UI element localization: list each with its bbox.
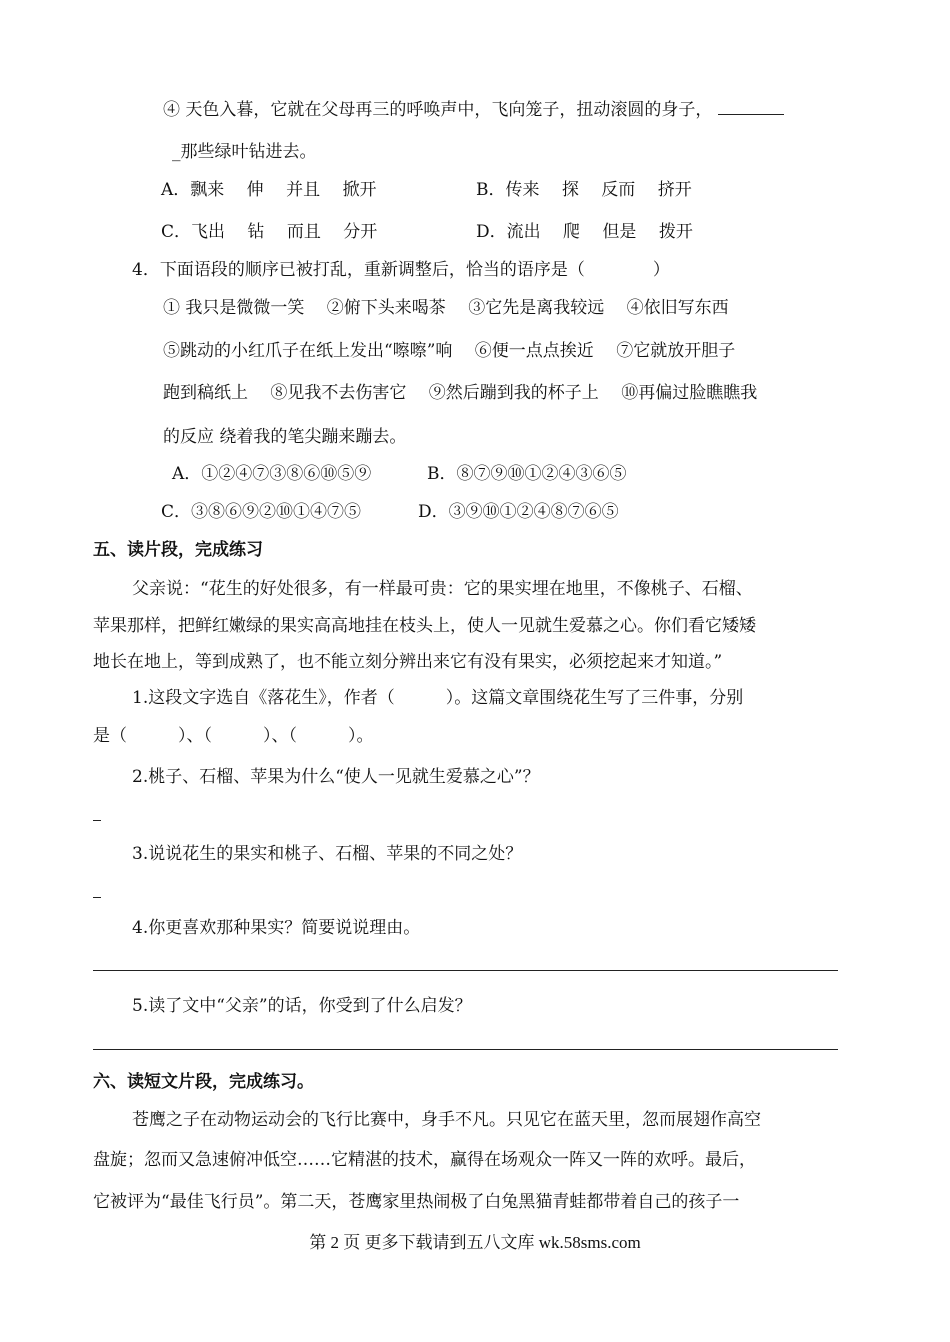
answer-line-q3[interactable] — [93, 897, 101, 898]
q4-stem: 4．下面语段的顺序已被打乱，重新调整后，恰当的语序是（ ） — [132, 260, 670, 280]
section6-passage-line1: 苍鹰之子在动物运动会的飞行比赛中，身手不凡。只见它在蓝天里，忽而展翅作高空 — [132, 1110, 761, 1130]
section5-q1-line2: 是（ ）、（ ）、（ ）。 — [93, 726, 374, 746]
q4-sentence-line4: 的反应 绕着我的笔尖蹦来蹦去。 — [163, 427, 407, 447]
page-footer: 第 2 页 更多下载请到五八文库 wk.58sms.com — [309, 1233, 641, 1252]
q4-sentence-line3: 跑到稿纸上 ⑧见我不去伤害它 ⑨然后蹦到我的杯子上 ⑩再偏过脸瞧瞧我 — [163, 383, 758, 403]
q3-option-c: C．飞出 钻 而且 分开 — [161, 222, 378, 242]
q3-option-d: D．流出 爬 但是 拨开 — [476, 222, 693, 242]
q4-sentence-line2: ⑤跳动的小红爪子在纸上发出“嚓嚓”响 ⑥便一点点挨近 ⑦它就放开胆子 — [163, 341, 736, 361]
answer-line-q2[interactable] — [93, 820, 101, 821]
section5-passage-line3: 地长在地上，等到成熟了，也不能立刻分辨出来它有没有果实，必须挖起来才知道。” — [93, 652, 723, 672]
answer-line-q5[interactable] — [93, 1049, 838, 1050]
q3-item4-line2: _那些绿叶钻进去。 — [172, 142, 317, 162]
q3-option-b: B．传来 探 反而 挤开 — [476, 180, 692, 200]
q4-option-d: D．③⑨⑩①②④⑧⑦⑥⑤ — [418, 502, 619, 522]
answer-blank[interactable] — [718, 98, 784, 115]
answer-line-q4[interactable] — [93, 970, 838, 971]
q3-item4-line1: ④ 天色入暮，它就在父母再三的呼唤声中，飞向笼子，扭动滚圆的身子， — [163, 98, 784, 122]
q4-option-a: A．①②④⑦③⑧⑥⑩⑤⑨ — [172, 464, 372, 484]
q4-option-b: B．⑧⑦⑨⑩①②④③⑥⑤ — [427, 464, 627, 484]
section6-passage-line3: 它被评为“最佳飞行员”。第二天，苍鹰家里热闹极了白兔黑猫青蛙都带着自己的孩子一 — [93, 1192, 740, 1212]
q4-sentence-line1: ① 我只是微微一笑 ②俯下头来喝茶 ③它先是离我较远 ④依旧写东西 — [163, 298, 729, 318]
section5-q3: 3.说说花生的果实和桃子、石榴、苹果的不同之处？ — [132, 844, 523, 864]
section5-q1-line1: 1.这段文字选自《落花生》，作者（ ）。这篇文章围绕花生写了三件事，分别 — [132, 688, 744, 708]
section6-heading: 六、读短文片段，完成练习。 — [93, 1072, 314, 1092]
section5-passage-line1: 父亲说：“花生的好处很多，有一样最可贵：它的果实埋在地里，不像桃子、石榴、 — [132, 579, 753, 599]
q4-option-c: C．③⑧⑥⑨②⑩①④⑦⑤ — [161, 502, 362, 522]
section5-passage-line2: 苹果那样，把鲜红嫩绿的果实高高地挂在枝头上，使人一见就生爱慕之心。你们看它矮矮 — [93, 616, 756, 636]
section5-q4: 4.你更喜欢那种果实？简要说说理由。 — [132, 918, 421, 938]
section6-passage-line2: 盘旋；忽而又急速俯冲低空……它精湛的技术，赢得在场观众一阵又一阵的欢呼。最后， — [93, 1150, 756, 1170]
section5-q5: 5.读了文中“父亲”的话，你受到了什么启发？ — [132, 996, 472, 1016]
section5-heading: 五、读片段，完成练习 — [93, 540, 263, 560]
section5-q2: 2.桃子、石榴、苹果为什么“使人一见就生爱慕之心”？ — [132, 767, 540, 787]
q3-option-a: A．飘来 伸 并且 掀开 — [161, 180, 377, 200]
